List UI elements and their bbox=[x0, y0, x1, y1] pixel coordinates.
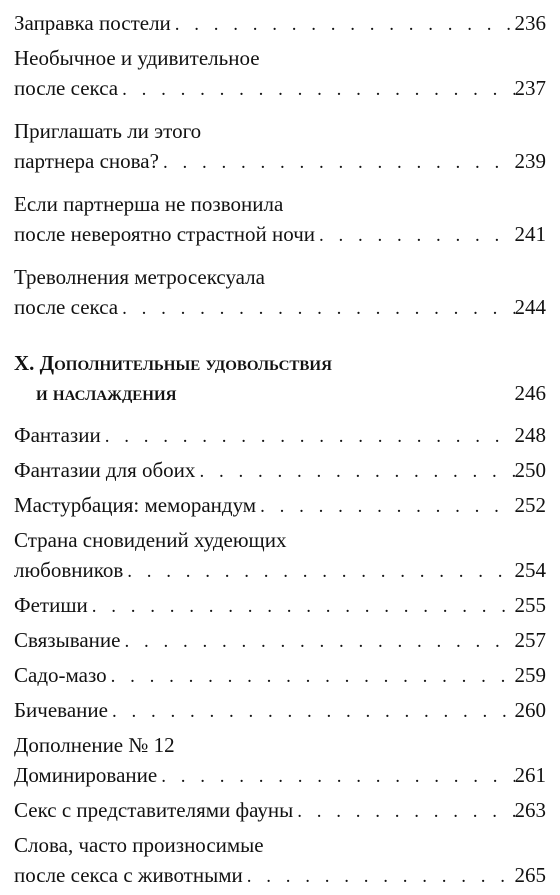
dot-leader bbox=[157, 762, 514, 792]
toc-section-top bbox=[14, 8, 546, 322]
toc-page-number: 254 bbox=[514, 558, 546, 582]
toc-entry-title: после секса bbox=[14, 295, 119, 319]
toc-entry bbox=[14, 8, 546, 38]
toc-entry-row bbox=[14, 590, 546, 620]
dot-leader bbox=[101, 422, 515, 452]
toc-entry bbox=[14, 590, 546, 620]
toc-page-number: 257 bbox=[514, 628, 546, 652]
toc-entry bbox=[14, 830, 546, 890]
toc-entry bbox=[14, 730, 546, 790]
toc-entry-title-line: Слова, часто произносимые bbox=[14, 833, 264, 857]
dot-leader bbox=[171, 10, 515, 40]
toc-entry bbox=[14, 189, 546, 249]
dot-leader bbox=[256, 492, 514, 522]
toc-entry-title-line: Необычное и удивительное bbox=[14, 46, 260, 70]
toc-entry-row bbox=[14, 455, 546, 485]
toc-entry bbox=[14, 695, 546, 725]
toc-page-number: 248 bbox=[514, 423, 546, 447]
toc-entry bbox=[14, 660, 546, 690]
dot-leader bbox=[88, 592, 515, 622]
toc-entry-row bbox=[14, 660, 546, 690]
toc-entry-title-line: Страна сновидений худеющих bbox=[14, 528, 287, 552]
toc-entry-row bbox=[14, 760, 546, 790]
chapter-heading bbox=[14, 348, 546, 408]
toc-entry-title: Секс с представителями фауны bbox=[14, 798, 294, 822]
toc-entry-title: любовников bbox=[14, 558, 124, 582]
toc-entry-title: Мастурбация: меморандум bbox=[14, 493, 257, 517]
toc-page-number: 261 bbox=[514, 763, 546, 787]
dot-leader bbox=[118, 294, 514, 324]
dot-leader bbox=[108, 697, 515, 727]
toc-entry-row bbox=[14, 795, 546, 825]
toc-entry-title: после невероятно страстной ночи bbox=[14, 222, 316, 246]
dot-leader bbox=[195, 457, 514, 487]
chapter-title-line-2 bbox=[14, 378, 546, 408]
toc-page-number: 237 bbox=[514, 76, 546, 100]
toc-entry-row bbox=[14, 8, 546, 38]
toc-page-number: 250 bbox=[514, 458, 546, 482]
toc-entry-title: Фантазии для обоих bbox=[14, 458, 196, 482]
toc-page-number: 252 bbox=[514, 493, 546, 517]
toc-entry-title-line: Если партнерша не позвонила bbox=[14, 192, 284, 216]
dot-leader bbox=[243, 862, 515, 892]
toc-entry-row bbox=[14, 490, 546, 520]
table-of-contents bbox=[14, 8, 546, 895]
toc-entry bbox=[14, 490, 546, 520]
toc-entry-title: Фантазии bbox=[14, 423, 101, 447]
toc-entry bbox=[14, 116, 546, 176]
toc-section-bottom bbox=[14, 420, 546, 890]
toc-entry bbox=[14, 455, 546, 485]
toc-entry-row bbox=[14, 292, 546, 322]
toc-entry-row bbox=[14, 73, 546, 103]
toc-entry-row bbox=[14, 555, 546, 585]
chapter-number: X. bbox=[14, 351, 35, 375]
toc-entry-title: после секса с животными bbox=[14, 863, 243, 887]
toc-entry bbox=[14, 625, 546, 655]
dot-leader bbox=[293, 797, 514, 827]
toc-page-number: 236 bbox=[514, 11, 546, 35]
toc-entry bbox=[14, 262, 546, 322]
toc-entry-row bbox=[14, 146, 546, 176]
toc-page-number: 255 bbox=[514, 593, 546, 617]
toc-entry-title: Связывание bbox=[14, 628, 121, 652]
dot-leader bbox=[120, 627, 514, 657]
dot-leader bbox=[118, 75, 514, 105]
toc-page-number: 260 bbox=[514, 698, 546, 722]
toc-entry-title: после секса bbox=[14, 76, 119, 100]
toc-page-number: 244 bbox=[514, 295, 546, 319]
toc-entry-title-line: Приглашать ли этого bbox=[14, 119, 202, 143]
toc-entry-title: Заправка постели bbox=[14, 11, 171, 35]
chapter-title-continued: и наслаждения bbox=[36, 381, 177, 405]
chapter-title: Дополнительные удовольствия bbox=[39, 351, 332, 375]
toc-page-number: 241 bbox=[514, 222, 546, 246]
toc-entry-title: Доминирование bbox=[14, 763, 158, 787]
toc-entry bbox=[14, 420, 546, 450]
toc-entry-title: партнера снова? bbox=[14, 149, 159, 173]
toc-entry-title: Бичевание bbox=[14, 698, 108, 722]
toc-page-number: 239 bbox=[514, 149, 546, 173]
toc-entry-title: Фетиши bbox=[14, 593, 88, 617]
toc-entry bbox=[14, 43, 546, 103]
toc-page-number: 265 bbox=[514, 863, 546, 887]
toc-page-number: 259 bbox=[514, 663, 546, 687]
toc-entry-row bbox=[14, 420, 546, 450]
chapter-title-line-1 bbox=[14, 348, 546, 378]
toc-entry bbox=[14, 525, 546, 585]
toc-entry-row bbox=[14, 219, 546, 249]
dot-leader bbox=[315, 221, 514, 251]
dot-leader bbox=[159, 148, 515, 178]
toc-entry-row bbox=[14, 695, 546, 725]
toc-entry-title-line: Треволнения метросексуала bbox=[14, 265, 265, 289]
toc-page-number: 263 bbox=[514, 798, 546, 822]
chapter-page-number: 246 bbox=[514, 381, 546, 405]
toc-entry-title-line: Дополнение № 12 bbox=[14, 733, 175, 757]
dot-leader bbox=[107, 662, 515, 692]
toc-entry-row bbox=[14, 860, 546, 890]
toc-entry bbox=[14, 795, 546, 825]
toc-entry-row bbox=[14, 625, 546, 655]
dot-leader bbox=[123, 557, 514, 587]
toc-entry-title: Садо-мазо bbox=[14, 663, 107, 687]
